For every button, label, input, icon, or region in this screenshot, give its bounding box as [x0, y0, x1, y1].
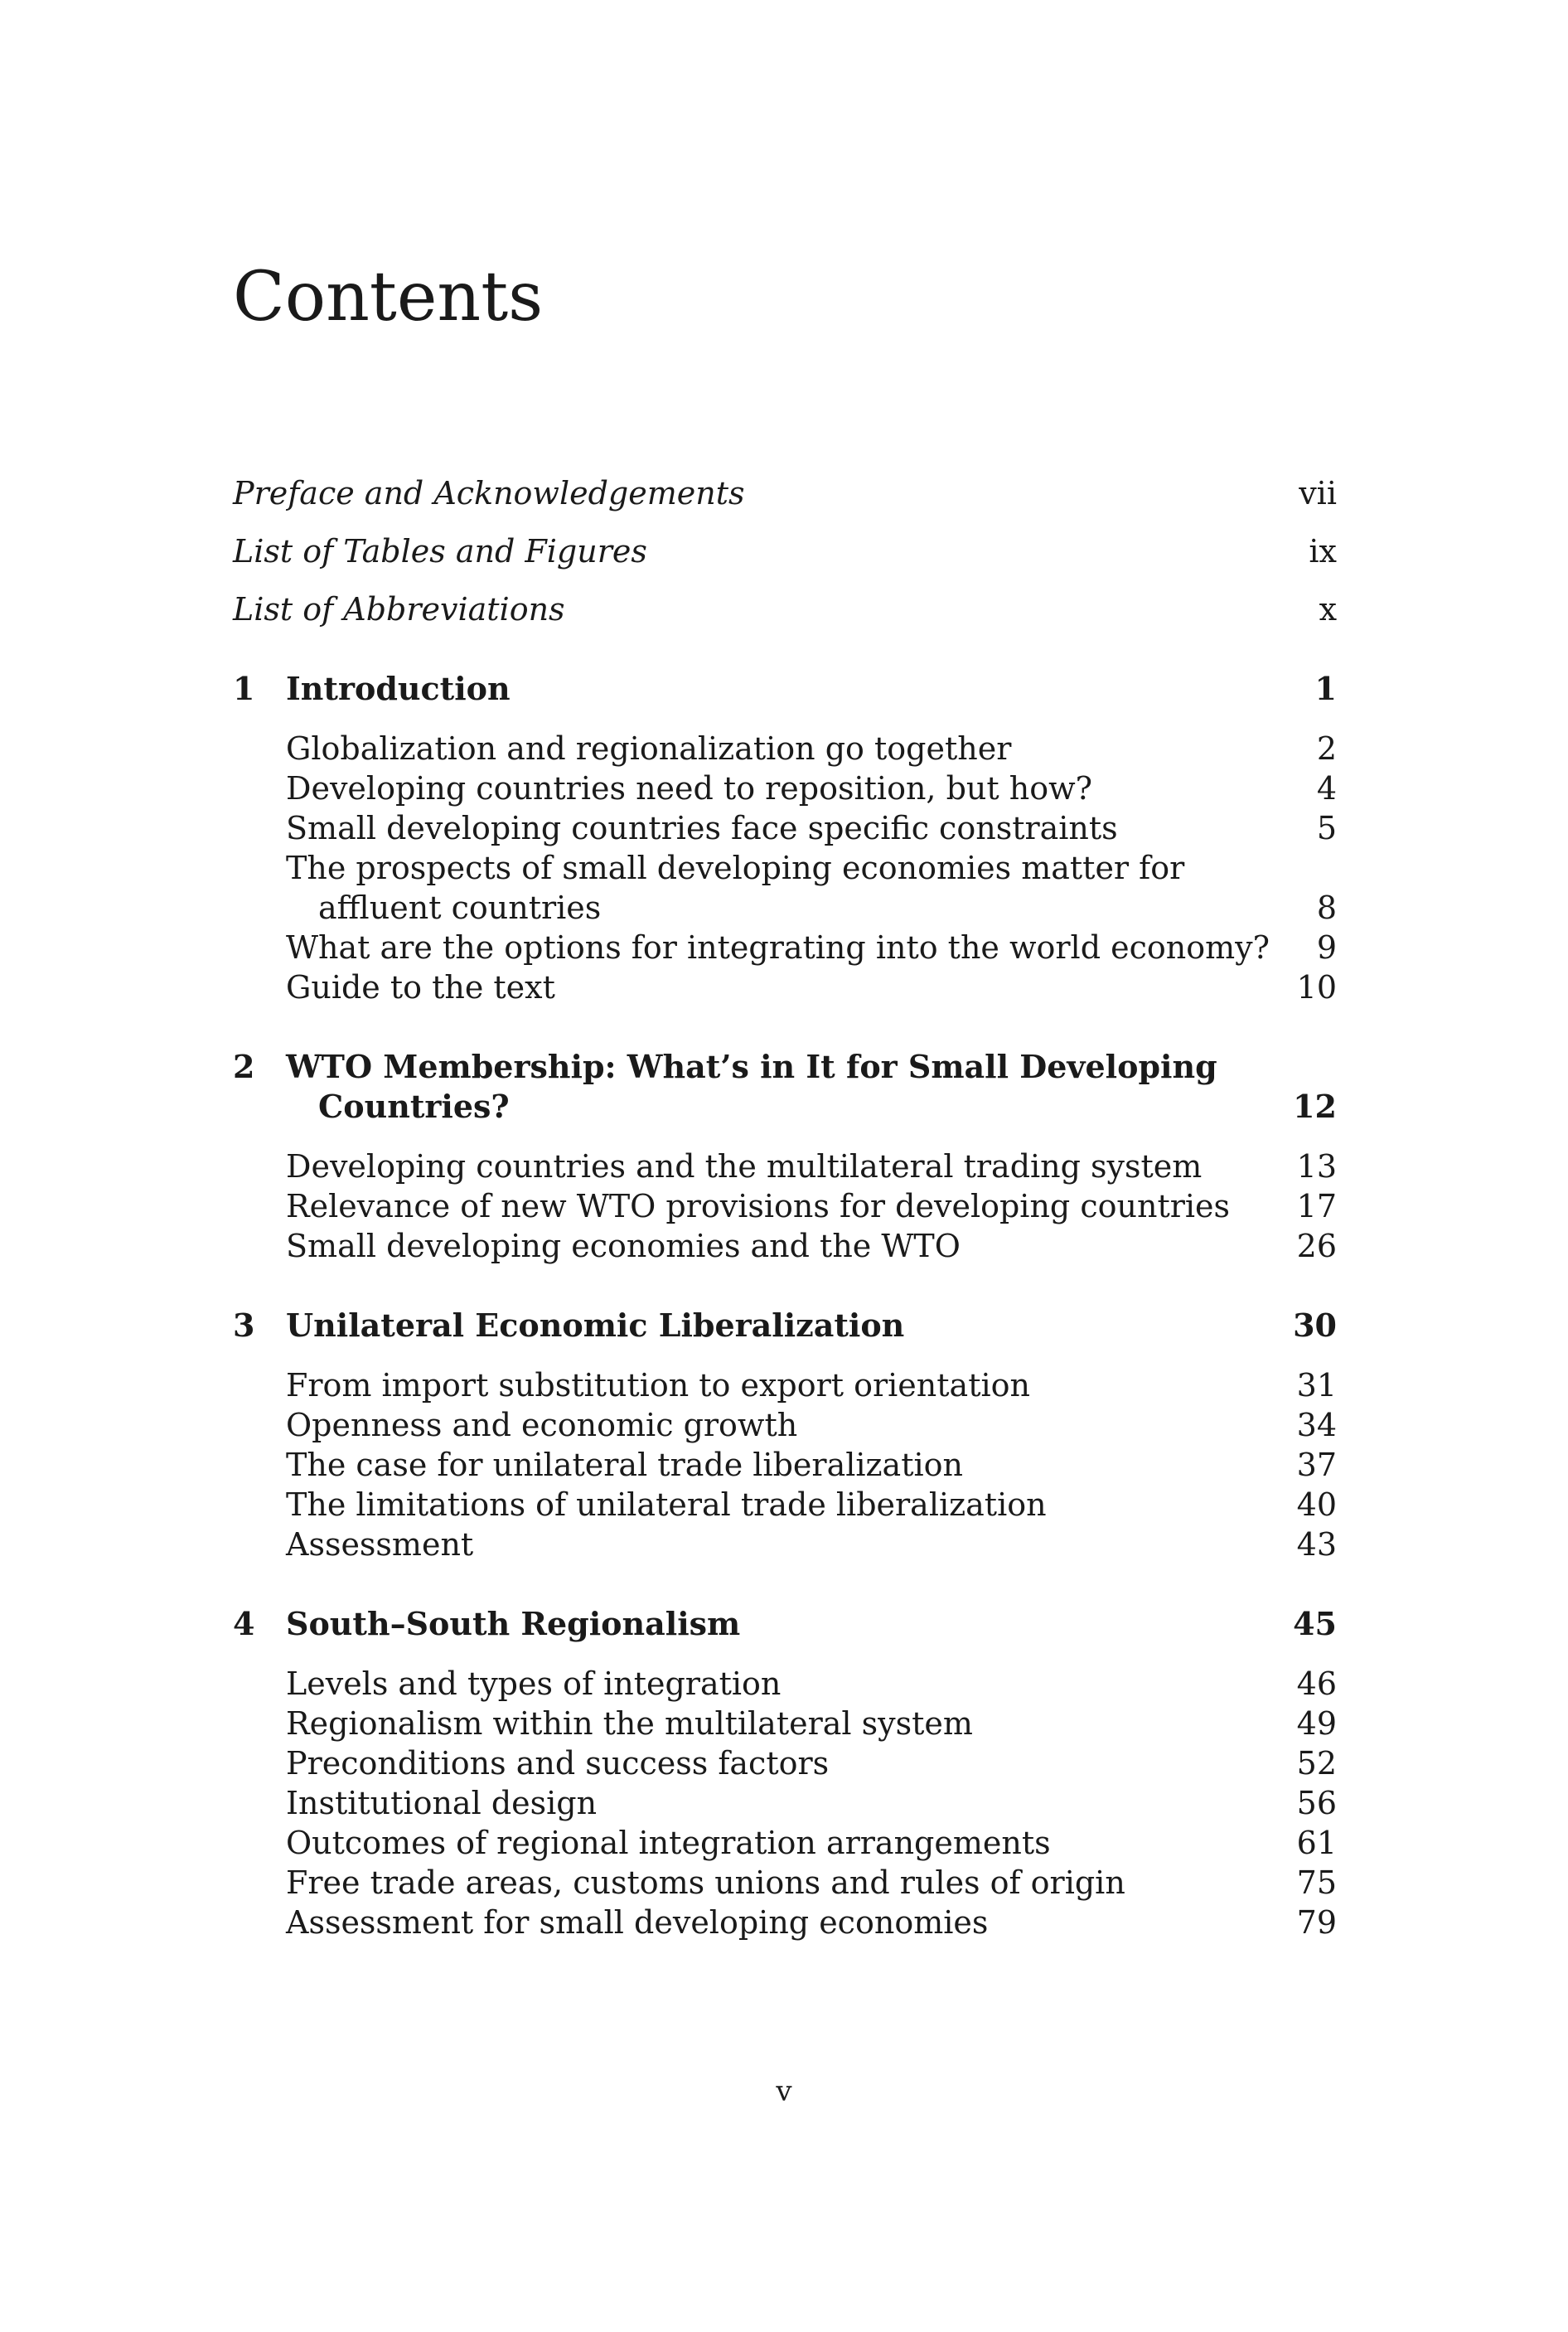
section-entry[interactable] [233, 807, 1337, 849]
section-entry[interactable] [233, 1146, 1337, 1187]
entry-label: Unilateral Economic Liberalization [286, 1307, 905, 1344]
section-entry[interactable] [233, 1822, 1337, 1864]
entry-page-number: 79 [1296, 1904, 1337, 1941]
entry-page-number: 12 [1293, 1088, 1337, 1125]
section-entry[interactable] [233, 1444, 1337, 1486]
entry-label: Small developing economies and the WTO [286, 1228, 961, 1264]
entry-label: Developing countries and the multilateral trading system [286, 1148, 1203, 1185]
entry-page-number: 4 [1316, 770, 1337, 807]
front-matter-entry[interactable] [233, 589, 1337, 630]
entry-page-number: 9 [1316, 929, 1337, 966]
entry-page-number: 75 [1296, 1864, 1337, 1901]
entry-page-number: 61 [1296, 1825, 1337, 1861]
entry-page-number: 40 [1296, 1486, 1337, 1523]
front-matter-entry[interactable] [233, 531, 1337, 572]
entry-page-number: 31 [1296, 1367, 1337, 1404]
chapter-heading[interactable] [233, 1046, 1337, 1088]
entry-label: Preface and Acknowledgements [233, 475, 745, 511]
entry-label: List of Tables and Figures [233, 533, 647, 570]
entry-label: South–South Regionalism [286, 1605, 741, 1642]
entry-label: Regionalism within the multilateral system [286, 1705, 973, 1742]
page-number: v [776, 2075, 792, 2108]
section-entry[interactable] [233, 1225, 1337, 1267]
section-entry[interactable] [233, 1524, 1337, 1565]
section-entry[interactable] [233, 1902, 1337, 1943]
entry-page-number: 13 [1296, 1148, 1337, 1185]
entry-page-number: 5 [1316, 810, 1337, 846]
chapter-heading-continued[interactable] [233, 1086, 1337, 1127]
entry-label: Developing countries need to reposition, but how? [286, 770, 1092, 807]
chapter-number: 4 [233, 1605, 255, 1642]
page-title: Contents [233, 258, 544, 337]
entry-page-number: 56 [1296, 1785, 1337, 1821]
entry-label: Assessment [286, 1526, 474, 1563]
chapter-heading[interactable] [233, 668, 1337, 710]
entry-label: What are the options for integrating into the world economy? [286, 929, 1270, 966]
entry-label: Assessment for small developing economies [286, 1904, 989, 1941]
section-entry[interactable] [233, 1185, 1337, 1227]
section-entry[interactable] [233, 1663, 1337, 1704]
entry-label: The prospects of small developing economies matter for [286, 850, 1185, 886]
entry-page-number: 8 [1316, 890, 1337, 926]
section-entry[interactable] [233, 1743, 1337, 1784]
entry-page-number: 45 [1293, 1605, 1337, 1642]
entry-page-number: x [1319, 591, 1337, 628]
section-entry[interactable] [233, 927, 1337, 968]
entry-page-number: 10 [1296, 969, 1337, 1006]
section-entry[interactable] [233, 847, 1337, 889]
entry-label: Countries? [318, 1088, 510, 1125]
section-entry[interactable] [233, 1365, 1337, 1406]
entry-label: Introduction [286, 670, 511, 707]
front-matter-entry[interactable] [233, 473, 1337, 514]
section-entry[interactable] [233, 1484, 1337, 1525]
section-entry[interactable] [233, 967, 1337, 1008]
entry-page-number: 1 [1314, 670, 1337, 707]
entry-page-number: 26 [1296, 1228, 1337, 1264]
chapter-heading[interactable] [233, 1305, 1337, 1346]
entry-label: Free trade areas, customs unions and rules of origin [286, 1864, 1125, 1901]
entry-label: Openness and economic growth [286, 1407, 798, 1443]
section-entry[interactable] [233, 768, 1337, 809]
entry-label: Small developing countries face specific constraints [286, 810, 1118, 846]
entry-page-number: 17 [1296, 1188, 1337, 1224]
section-entry[interactable] [233, 1404, 1337, 1446]
section-entry[interactable] [233, 1782, 1337, 1824]
entry-label: Institutional design [286, 1785, 598, 1821]
entry-page-number: vii [1299, 475, 1337, 511]
entry-page-number: 43 [1296, 1526, 1337, 1563]
entry-label: Relevance of new WTO provisions for developing countries [286, 1188, 1231, 1224]
entry-label: The case for unilateral trade liberalization [286, 1447, 963, 1483]
entry-page-number: 46 [1296, 1665, 1337, 1702]
entry-page-number: 37 [1296, 1447, 1337, 1483]
entry-label: affluent countries [318, 890, 602, 926]
entry-label: Levels and types of integration [286, 1665, 782, 1702]
entry-label: From import substitution to export orientation [286, 1367, 1030, 1404]
chapter-number: 1 [233, 670, 255, 707]
entry-label: The limitations of unilateral trade liberalization [286, 1486, 1047, 1523]
entry-label: List of Abbreviations [233, 591, 565, 628]
entry-page-number: 49 [1296, 1705, 1337, 1742]
entry-page-number: ix [1309, 533, 1337, 570]
entry-label: WTO Membership: What’s in It for Small Developing [286, 1048, 1217, 1085]
chapter-number: 3 [233, 1307, 255, 1344]
entry-page-number: 2 [1316, 730, 1337, 767]
section-entry[interactable] [233, 1862, 1337, 1903]
entry-label: Globalization and regionalization go together [286, 730, 1012, 767]
entry-label: Preconditions and success factors [286, 1745, 830, 1782]
section-entry[interactable] [233, 728, 1337, 769]
entry-page-number: 34 [1296, 1407, 1337, 1443]
entry-label: Guide to the text [286, 969, 555, 1006]
section-entry[interactable] [233, 1703, 1337, 1744]
chapter-heading[interactable] [233, 1603, 1337, 1645]
chapter-number: 2 [233, 1048, 255, 1085]
section-entry[interactable] [233, 887, 1337, 928]
entry-label: Outcomes of regional integration arrangements [286, 1825, 1051, 1861]
entry-page-number: 52 [1296, 1745, 1337, 1782]
entry-page-number: 30 [1293, 1307, 1337, 1344]
